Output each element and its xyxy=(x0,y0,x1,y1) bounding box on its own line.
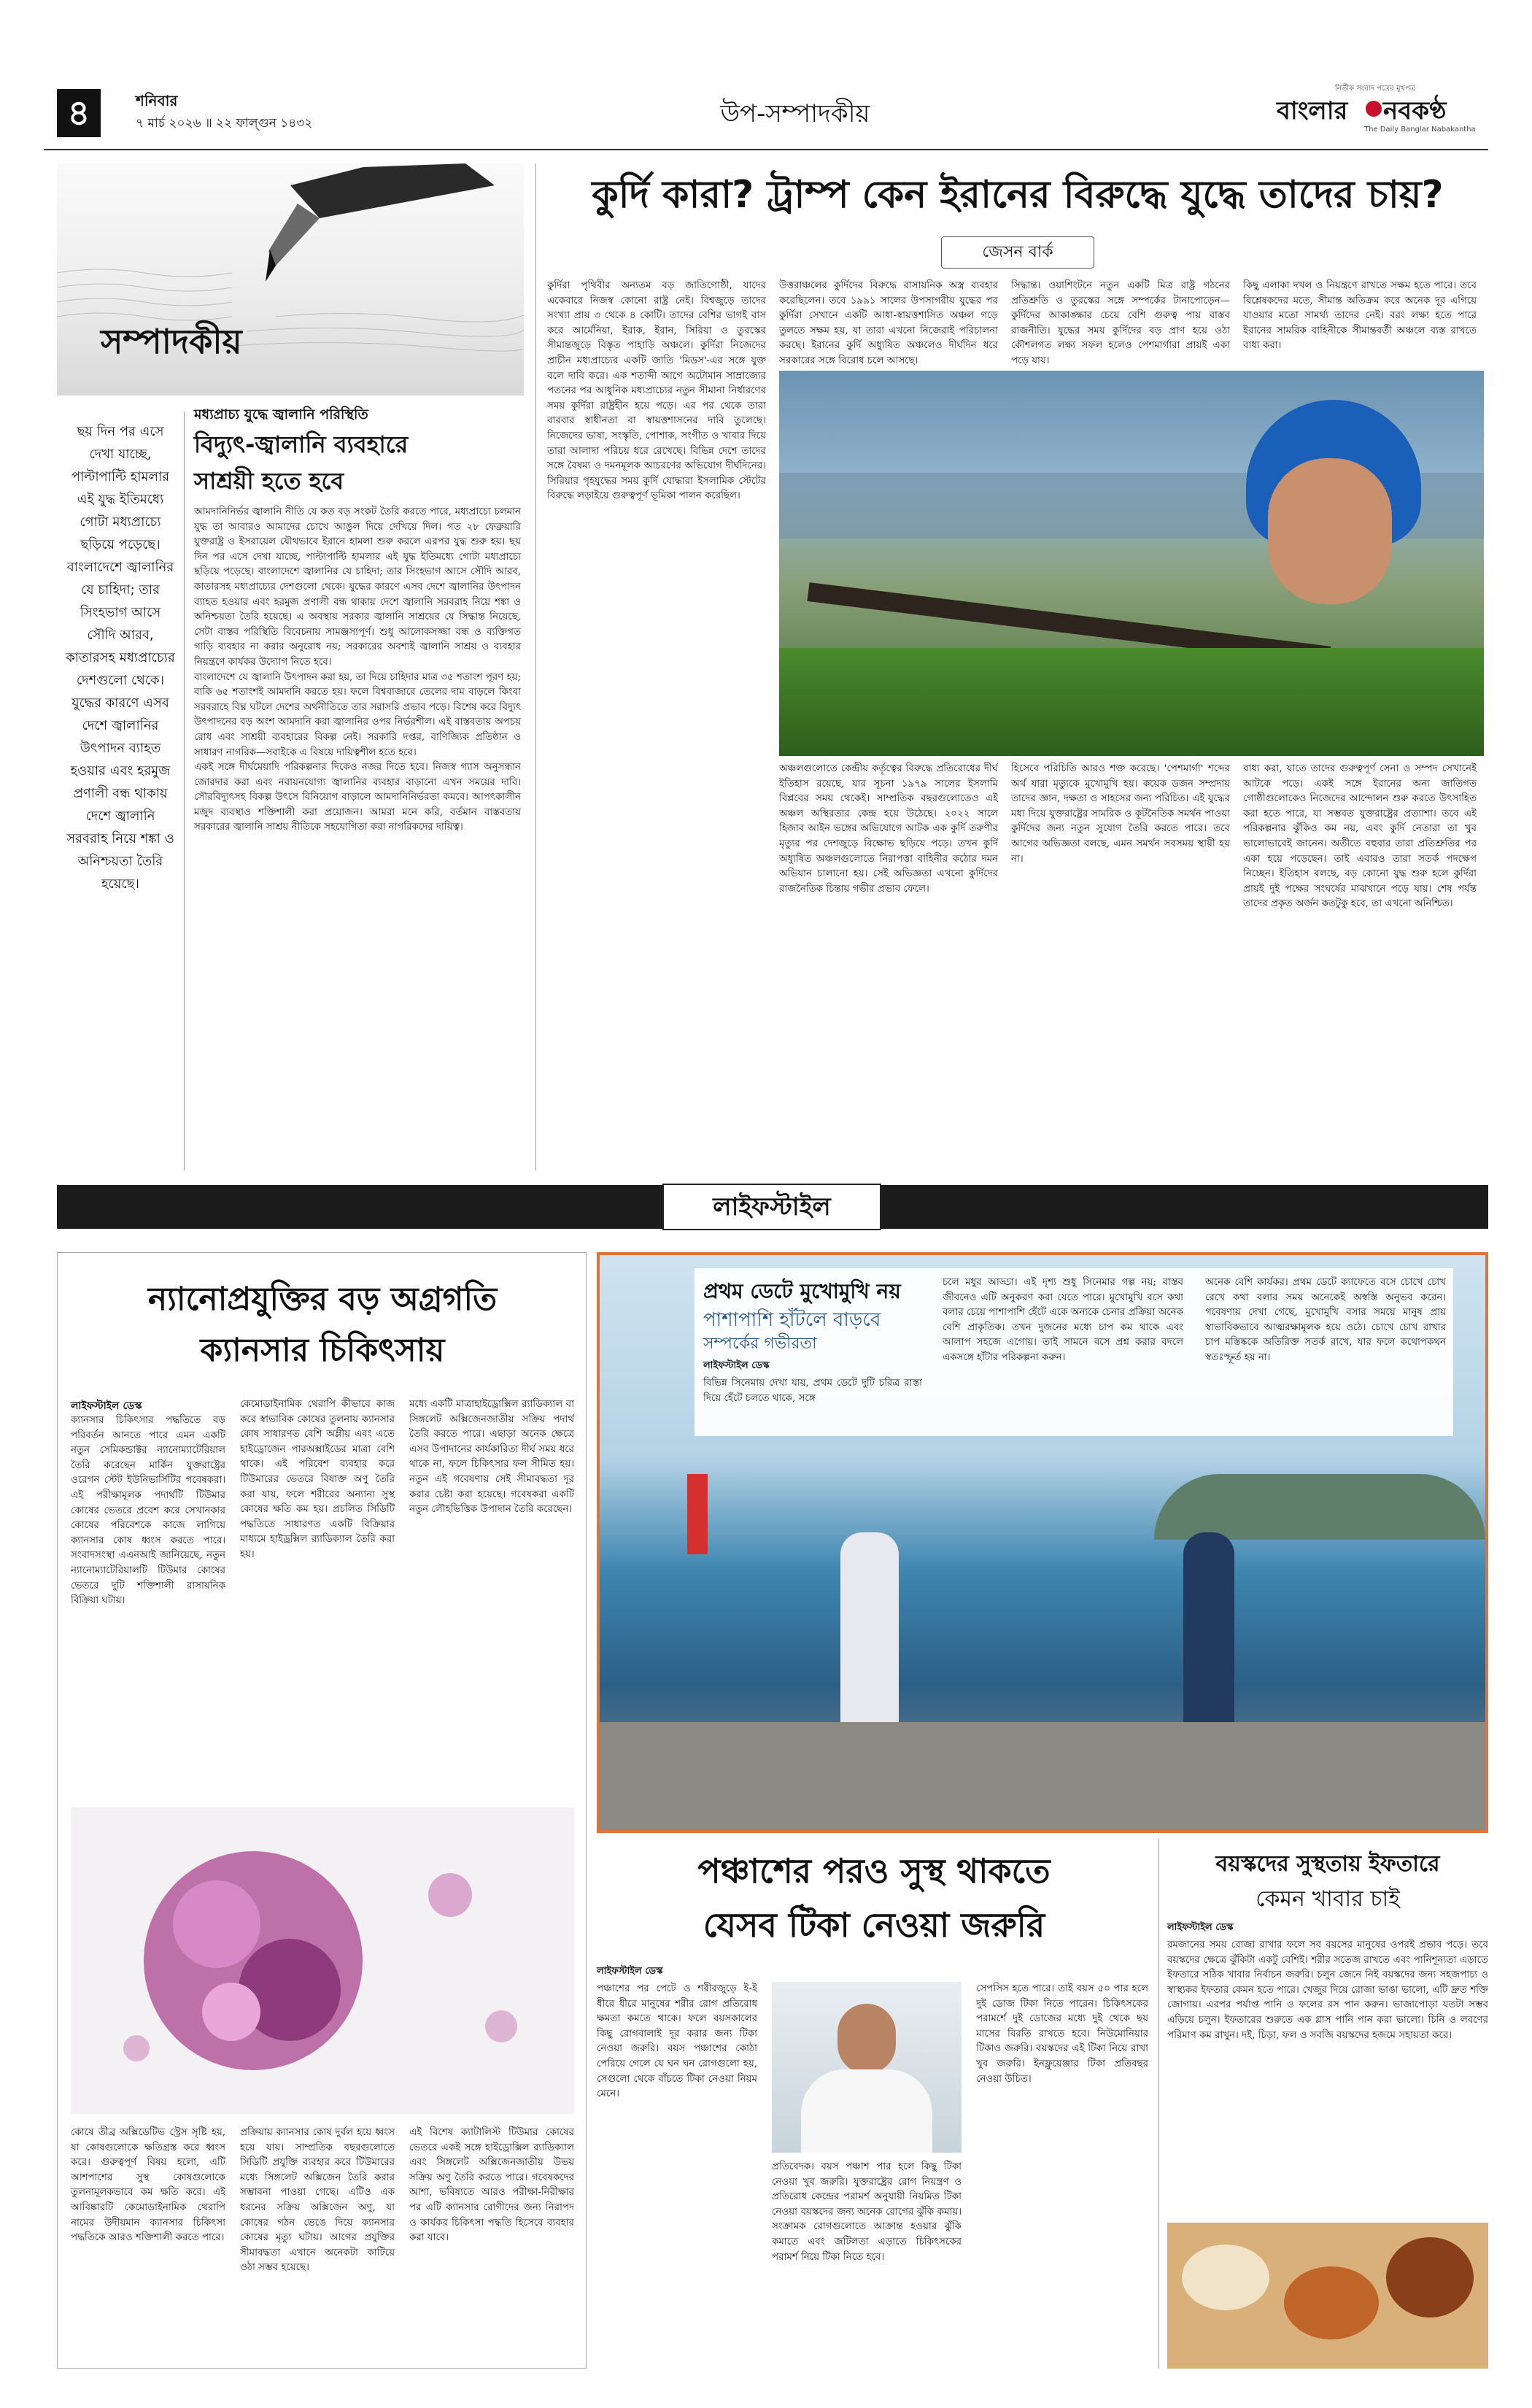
editorial-side-column: ছয় দিন পর এসে দেখা যাচ্ছে, পাল্টাপাল্টি হামলার এই যুদ্ধ ইতিমধ্যে গোটা মধ্যপ্রাচ্যে ছড়িয়ে পড়েছে। বাংলাদেশে জ্বালানির যে চাহিদা; তার সিংহভাগ আসে সৌদি আরব, কাতারসহ মধ্যপ্রাচ্যের দেশগুলো থেকে। যুদ্ধের কারণে এসব দেশে জ্বালানির উৎপাদন ব্যাহত হওয়ার এবং হরমুজ প্রণালী বন্ধ থাকায় দেশে জ্বালানি সরবরাহ নিয়ে শঙ্কা ও অনিশ্চয়তা তৈরি হয়েছে। xyxy=(66,424,175,892)
editorial-body xyxy=(194,505,521,1162)
cell-cluster-icon xyxy=(71,1807,574,2114)
editorial-para-3: একই সঙ্গে দীর্ঘমেয়াদি পরিকল্পনার দিকেও নজর দিতে হবে। নিজস্ব গ্যাস অনুসন্ধান জোরদার করা এবং নবায়নযোগ্য জ্বালানির ব্যবহার বাড়ানো এখন সময়ের দাবি। সৌরবিদ্যুৎসহ বিকল্প উৎসে বিনিয়োগ বাড়ালে আমদানিনির্ভরতা কমবে। আপৎকালীন মজুদ ব্যবস্থাও শক্তিশালী করা প্রয়োজন। আমরা মনে করি, বর্তমান বাস্তবতায় সরকারের জ্বালানি সাশ্রয় নীতিকে সহযোগিতা করা নাগরিকদের দায়িত্ব। xyxy=(194,762,521,833)
nano-col-6: এই বিশেষ ক্যাটালিস্ট টিউমার কোষের ভেতরে একই সঙ্গে হাইড্রোক্সিল র‍্যাডিক্যাল এবং সিঙ্গলেট অক্সিজেনজাতীয় উভয় সক্রিয় অণু তৈরি করতে পারে। গবেষকদের আশা, ভবিষ্যতে আরও পরীক্ষা-নিরীক্ষার পর এটি ক্যানসার রোগীদের জন্য নিরাপদ ও কার্যকর চিকিৎসা পদ্ধতি হিসেবে ব্যবহার করা যাবে। xyxy=(409,2127,574,2244)
nano-col-5: প্রক্রিয়ায় ক্যানসার কোষ দুর্বল হয়ে ধ্বংস হয়ে যায়। সাম্প্রতিক বছরগুলোতে সিডিটি প্রযুক্তি ব্যবহার করে টিউমারের মধ্যে সিঙ্গলেট অক্সিজেন তৈরি করার সম্ভাবনা পাওয়া গেছে। এটিও এক ধরনের সক্রিয় অক্সিজেন অণু, যা কোষের গঠন ভেঙে দিয়ে ক্যানসার কোষের মৃত্যু ঘটায়। আগের প্রযুক্তির সীমাবদ্ধতা এখানে অনেকটা কাটিয়ে ওঠা সম্ভব হয়েছে। xyxy=(240,2127,395,2274)
photo-face xyxy=(1268,458,1392,604)
issue-date: ৭ মার্চ ২০২৬ ॥ ২২ ফাল্গুন ১৪৩২ xyxy=(136,116,313,131)
iftar-desk: লাইফস্টাইল ডেস্ক xyxy=(1167,1922,1234,1933)
editorial-banner xyxy=(57,163,524,395)
iftar-article xyxy=(1167,1839,1488,2369)
page-header xyxy=(44,73,1488,153)
kurd-col-1: কুর্দিরা পৃথিবীর অন্যতম বড় জাতিগোষ্ঠী, যাদের একেবারে নিজস্ব কোনো রাষ্ট্র নেই। বিশ্বজুড়ে তাদের সংখ্যা প্রায় ৩ থেকে ৪ কোটি। তাদের বেশির ভাগই বাস করে আর্মেনিয়া, ইরাক, ইরান, সিরিয়া ও তুরস্কের সীমান্তজুড়ে বিস্তৃত পাহাড়ি অঞ্চলে। কুর্দিরা নিজেদের প্রাচীন মধ্যপ্রাচ্যের একটি জাতি 'মিডস'-এর সঙ্গে যুক্ত বলে দাবি করে। এক শতাব্দী আগে অটোমান সাম্রাজ্যের পতনের পর আধুনিক মধ্যপ্রাচ্যের নতুন সীমানা নির্ধারণের সময় কুর্দিরা রাষ্ট্রহীন হয়ে পড়ে। এর পর থেকে তারা বারবার স্বাধীনতা বা স্বায়ত্তশাসনের দাবি তুলেছে। নিজেদের ভাষা, সংস্কৃতি, পোশাক, সংগীত ও খাবার দিয়ে তারা আলাদা পরিচয় ধরে রেখেছে। বিভিন্ন দেশে তাদের সঙ্গে বৈষম্য ও দমনমূলক আচরণের অভিযোগ দীর্ঘদিনের। সিরিয়ার গৃহযুদ্ধের সময় কুর্দি যোদ্ধারা ইসলামিক স্টেটের বিরুদ্ধে লড়াইয়ে গুরুত্বপূর্ণ ভূমিকা পালন করেছিল। xyxy=(547,280,766,502)
kurd-feature xyxy=(547,163,1488,1170)
brand-right: নবকণ্ঠ xyxy=(1383,96,1447,126)
date-text-panel xyxy=(695,1268,1453,1436)
photo-grass xyxy=(779,648,1484,756)
vaccine-col-3: সেপসিস হতে পারে। তাই বয়স ৫০ পার হলে দুই ডোজ টিকা নিতে পারেন। চিকিৎসকের পরামর্শে দুই ডোজের মধ্যে দুই থেকে ছয় মাসের বিরতি রাখতে হবে। নিউমোনিয়ার টিকাও জরুরি। বয়স্কদের এই টিকা নিয়ে রাখা খুব জরুরি। ইনফ্লুয়েঞ্জার টিকা প্রতিবছর নেওয়া উচিত। xyxy=(976,1983,1148,2085)
photo-plate-3 xyxy=(1386,2237,1474,2318)
vaccine-col-1: পঞ্চাশের পর পেটে ও শরীরজুড়ে ই-ই ধীরে ধীরে মানুষের শরীর রোগ প্রতিরোধ ক্ষমতা কমতে থাকে। ফলে বয়সকালের কিছু রোগবালাই দূর করার জন্য টিকা নেওয়া জরুরি। বয়স পঞ্চাশের কোঠা পেরিয়ে গেলে যে ঘন ঘন রোগগুলো হয়, সেগুলো থেকে বাঁচতে টিকা নেওয়া নিয়ম মেনে। xyxy=(597,1983,757,2100)
kurd-col-7: হিসেবে পরিচিতি আরও শক্ত করেছে। 'পেশমার্গা' শব্দের অর্থ যারা মৃত্যুকে মুখোমুখি হয়। কয়েক ডজন সম্প্রদায় তাদের জ্ঞান, দক্ষতা ও সাহসের জন্য পরিচিত। এই যুদ্ধের মধ্য দিয়ে যুক্তরাষ্ট্রের সামরিক ও কূটনৈতিক সমর্থন পাওয়া কুর্দিদের জন্য নতুন সুযোগ তৈরি করতে পারে। তবে আগের অভিজ্ঞতা বলছে, এমন সমর্থন সবসময় স্থায়ী হয় না। xyxy=(1011,763,1230,865)
vaccine-article xyxy=(597,1839,1151,2369)
editorial-divider xyxy=(184,412,185,1170)
section-title: উপ-সম্পাদকীয় xyxy=(720,99,870,128)
lifestyle-banner xyxy=(57,1185,1488,1229)
vaccine-desk: লাইফস্টাইল ডেস্ক xyxy=(597,1966,663,1977)
kurd-fighter-photo xyxy=(779,371,1484,756)
kurd-col-5: বাধ্য করা, যাতে তাদের গুরুত্বপূর্ণ সেনা ও সম্পদ সেখানেই আটকে পড়ে। একই সঙ্গে ইরানের অন্য জাতিগত গোষ্ঠীগুলোকেও নিজেদের আন্দোলন শুরু করতে উৎসাহিত করা হতে পারে, যা সম্ভবত যুক্তরাষ্ট্রের প্রত্যাশা। তবে এই পরিকল্পনার ঝুঁকিও কম নয়, এবং কুর্দি নেতারা তা খুব ভালোভাবেই জানেন। অতীতে বহুবার তারা প্রতিশ্রুতির পর একা হয়ে পড়েছেন। তাই এবারও তারা সতর্ক পদক্ষেপ নিচ্ছেন। ইতিহাস বলছে, বড় কোনো যুদ্ধ শুরু হলে কুর্দিরা প্রায়ই দুই পক্ষের সংঘর্ষের মাঝখানে পড়ে যায়। শেষ পর্যন্ত তাদের প্রকৃত অর্জন কতটুকু হবে, তা এখনো অনিশ্চিত। xyxy=(1243,763,1477,910)
editorial-feature-divider xyxy=(535,163,536,1170)
nano-col-2: কেমোডাইনামিক থেরাপি কীভাবে কাজ করে স্বাভাবিক কোষের তুলনায় ক্যানসার কোষ সাধারণত বেশি অম্লীয় এবং এতে হাইড্রোজেন পারঅক্সাইডের মাত্রা বেশি থাকে। এই পরিবেশ ব্যবহার করে টিউমারের ভেতরে বিষাক্ত অণু তৈরি করা যায়, ফলে শরীরের অন্যান্য সুস্থ কোষের ক্ষতি কম হয়। প্রচলিত সিডিটি পদ্ধতিতে সাধারণত একটি বিক্রিয়ার মাধ্যমে হাইড্রক্সিল র‍্যাডিক্যাল তৈরি করা হয়। xyxy=(240,1399,395,1560)
brand-dot-icon xyxy=(1366,101,1382,117)
editorial-para-1: আমদানিনির্ভর জ্বালানি নীতি যে কত বড় সংকট তৈরি করতে পারে, মধ্যপ্রাচ্যে চলমান যুদ্ধ তা আবারও আমাদের চোখে আঙুল দিয়ে দেখিয়ে দিল। গত ২৮ ফেব্রুয়ারি যুক্তরাষ্ট্র ও ইসরায়েল যৌথভাবে ইরানে হামলা শুরু করলে এরপর যুদ্ধ শুরু হয়। ছয় দিন পর এসে দেখা যাচ্ছে, পাল্টাপাল্টি হামলার এই যুদ্ধ ইতিমধ্যে গোটা মধ্যপ্রাচ্যে ছড়িয়ে পড়েছে। বাংলাদেশে জ্বালানির যে চাহিদা; তার সিংহভাগ আসে সৌদি আরব, কাতারসহ মধ্যপ্রাচ্যের দেশগুলো থেকে। যুদ্ধের কারণে এসব দেশে জ্বালানির উৎপাদন ব্যাহত হওয়ার এবং হরমুজ প্রণালী বন্ধ থাকায় দেশে জ্বালানি সরবরাহ নিয়ে শঙ্কা ও অনিশ্চয়তা তৈরি হয়েছে। এ অবস্থায় সরকার জ্বালানি সাশ্রয়ের যে সিদ্ধান্ত নিয়েছে, সেটা বাস্তব পরিস্থিতি বিবেচনায় সামঞ্জস্যপূর্ণ। শুধু আলোকসজ্জা বন্ধ ও ব্যক্তিগত গাড়ি ব্যবহার না করার অনুরোধ নয়; সরকারের অবশ্যই জ্বালানি সাশ্রয় ও ব্যবহার নিয়ন্ত্রণে কার্যকর উদ্যোগ নিতে হবে। xyxy=(194,506,521,668)
vaccine-headline-2: যেসব টিকা নেওয়া জরুরি xyxy=(703,1905,1045,1945)
kurd-headline: কুর্দি কারা? ট্রাম্প কেন ইরানের বিরুদ্ধে যুদ্ধে তাদের চায়? xyxy=(592,173,1444,217)
date-col-1: চলে মধুর আড্ডা। এই দৃশ্য শুধু সিনেমার গল্প নয়; বাস্তব জীবনেও এটি অনুকরণ করা যেতে পারে। মুখোমুখি বসে কথা বলার চেয়ে পাশাপাশি হেঁটে একে অন্যকে চেনার প্রক্রিয়া অনেক বেশি প্রাকৃতিক। তখন দুজনের মধ্যে চাপ কম থাকে এবং আলাপ সহজে এগোয়। তাই সামনে বসে প্রশ্ন করার বদলে একসঙ্গে হাঁটার পরিকল্পনা করুন। xyxy=(943,1277,1183,1363)
photo-doctor-coat xyxy=(801,2069,932,2153)
editorial-label: সম্পাদকীয় xyxy=(101,322,242,361)
photo-plate-1 xyxy=(1182,2245,1269,2310)
date-desk: লাইফস্টাইল ডেস্ক xyxy=(703,1360,770,1371)
iftar-headline-1: বয়স্কদের সুস্থতায় ইফতারে xyxy=(1215,1851,1440,1877)
brand-sub: The Daily Banglar Nabakantha xyxy=(1364,126,1476,134)
kurd-col-4: কিছু এলাকা দখল ও নিয়ন্ত্রণে রাখতে সক্ষম হতে পারে। তবে বিশ্লেষকদের মতে, সীমান্ত অতিক্রম করে অনেক দূর এগিয়ে যাওয়ার মতো সামর্থ্য তাদের নেই। বরং লক্ষ্য হতে পারে ইরানের সামরিক বাহিনীকে সীমান্তবর্তী অঞ্চলে ব্যস্ত রাখতে বাধ্য করা। xyxy=(1243,280,1477,352)
kurd-byline: জেসন বার্ক xyxy=(941,236,1094,269)
page-number: ৪ xyxy=(57,89,101,137)
photo-pier xyxy=(600,1722,1485,1830)
nano-col-1: ক্যানসার চিকিৎসার পদ্ধতিতে বড় পরিবর্তন আনতে পারে এমন একটি নতুন সেমিকন্ডাক্টর ন্যানোম্যাটেরিয়াল তৈরি করেছেন মার্কিন যুক্তরাষ্ট্রের ওরেগন স্টেট ইউনিভার্সিটির গবেষকরা। এই পরীক্ষামূলক পদার্থটি টিউমার কোষের ভেতরে প্রবেশ করে সেখানকার কোষের পরিবেশকে কাজে লাগিয়ে ক্যানসার কোষ ধ্বংস করতে পারে। সংবাদসংস্থা এএনআই জানিয়েছে, নতুন ন্যানোম্যাটেরিয়ালটি টিউমার কোষের ভেতরে দুটি শক্তিশালী রাসায়নিক বিক্রিয়া ঘটায়। xyxy=(71,1415,225,1607)
header-rule xyxy=(44,149,1488,150)
vaccine-iftar-divider xyxy=(1158,1839,1159,2369)
kurd-col-3: সিদ্ধান্ত। ওয়াশিংটনে নতুন একটি মিত্র রাষ্ট্র গঠনের প্রতিশ্রুতি ও তুরস্কের সঙ্গে সম্পর্কের টানাপোড়েন—কুর্দিদের আকাঙ্ক্ষার চেয়ে বেশি গুরুত্ব পায় বাস্তব রাজনীতি। যুদ্ধের সময় কুর্দিদের বড় প্রাণ হয়ে ওঠা কৌশলগত লক্ষ্য সফল হলেও পেশমার্গারা প্রায়ই একা পড়ে যায়। xyxy=(1011,280,1230,366)
iftar-food-photo xyxy=(1167,2223,1488,2369)
photo-lighthouse xyxy=(687,1474,708,1554)
issue-day: শনিবার xyxy=(136,92,178,109)
iftar-headline-2: কেমন খাবার চাই xyxy=(1256,1886,1400,1912)
editorial-headline-1: বিদ্যুৎ-জ্বালানি ব্যবহারে xyxy=(194,431,409,458)
brand-tagline: নির্ভীক সংবাদ পত্রের মুখপত্র xyxy=(1335,85,1416,93)
editorial-para-2: বাংলাদেশে যে জ্বালানি উৎপাদন করা হয়, তা দিয়ে চাহিদার মাত্র ৩৫ শতাংশ পূরণ হয়; বাকি ৬৫ শতাংশই আমদানি করতে হয়। ফলে বিশ্ববাজারে তেলের দাম বাড়লে কিংবা সরবরাহে বিঘ্ন ঘটলে দেশের অর্থনীতিতে তার সরাসরি প্রভাব পড়ে। বিশেষ করে বিদ্যুৎ উৎপাদনের বড় অংশ আমদানি করা জ্বালানির ওপর নির্ভরশীল। এই বাস্তবতায় অপচয় রোধ এবং সাশ্রয়ী ব্যবহারের বিকল্প নেই। সরকারি দপ্তর, বাণিজ্যিক প্রতিষ্ঠান ও সাধারণ নাগরিক—সবাইকে এ বিষয়ে দায়িত্বশীল হতে হবে। xyxy=(194,671,521,758)
kurd-col-2: উত্তরাঞ্চলের কুর্দিদের বিরুদ্ধে রাসায়নিক অস্ত্র ব্যবহার করেছিলেন। তবে ১৯৯১ সালের উপসাগরীয় যুদ্ধের পর কুর্দিরা সেখানে একটি আধা-স্বায়ত্তশাসিত অঞ্চল গড়ে তুলতে সক্ষম হয়, যা তারা এখনো নিজেরাই পরিচালনা করছে। ইরানের কুর্দি অধ্যুষিত অঞ্চলেও দীর্ঘদিন ধরে সরকারের সঙ্গে বিরোধ চলে আসছে। xyxy=(779,280,998,366)
nano-article xyxy=(57,1252,587,2369)
nano-desk: লাইফস্টাইল ডেস্ক xyxy=(71,1400,142,1412)
date-article xyxy=(597,1252,1488,1833)
date-intro: বিভিন্ন সিনেমায় দেখা যায়, প্রথম ডেটে দুটি চরিত্র রাস্তা দিয়ে হেঁটে চলতে থাকে, সঙ্গে xyxy=(703,1378,922,1404)
vaccine-col-2: প্রতিবেদক। বয়স পঞ্চাশ পার হলে কিছু টিকা নেওয়া খুব জরুরি। যুক্তরাষ্ট্রের রোগ নিয়ন্ত্রণ ও প্রতিরোধ কেন্দ্রের পরামর্শ অনুযায়ী নিয়মিত টিকা নেওয়া বয়স্কদের জন্য অনেক রোগের ঝুঁকি কমায়। সংক্রামক রোগগুলোতে আক্রান্ত হওয়ার ঝুঁকি কমাতে এবং জটিলতা এড়াতে চিকিৎসকের পরামর্শ নিয়ে টিকা নিতে হবে। xyxy=(772,2161,962,2263)
date-headline: প্রথম ডেটে মুখোমুখি নয় xyxy=(703,1279,901,1303)
photo-plate-2 xyxy=(1284,2266,1379,2339)
masthead-brand[interactable] xyxy=(1277,83,1488,142)
date-col-2: অনেক বেশি কার্যকর। প্রথম ডেটে ক্যাফেতে বসে চোখে চোখ রেখে কথা বলার সময় অনেকেই অস্বস্তি অনুভব করেন। গবেষণায় দেখা গেছে, মুখোমুখি বসার সময়ে মানুষ প্রায় স্বাভাবিকভাবে আত্মরক্ষামূলক হয়ে ওঠে। চোখে চোখ রাখার চাপ মস্তিষ্ককে অতিরিক্ত সতর্ক রাখে, যার ফলে কথোপকথন স্বতঃস্ফূর্ত হয় না। xyxy=(1205,1277,1446,1363)
nano-headline-1: ন্যানোপ্রযুক্তির বড় অগ্রগতি xyxy=(147,1281,498,1318)
nano-col-4: কোষে তীব্র অক্সিডেটিভ স্ট্রেস সৃষ্টি হয়, যা কোষগুলোকে ক্ষতিগ্রস্ত করে ধ্বংস করে। গুরুত্বপূর্ণ বিষয় হলো, এটি আশপাশের সুস্থ কোষগুলোকে তুলনামূলকভাবে কম ক্ষতি করে। এই আবিষ্কারটি কেমোডাইনামিক থেরাপি নামের উদীয়মান ক্যানসার চিকিৎসা পদ্ধতিকে আরও শক্তিশালী করতে পারে। xyxy=(71,2127,225,2244)
nano-headline-2: ক্যানসার চিকিৎসায় xyxy=(200,1332,445,1369)
kurd-col-6: অঞ্চলগুলোতে কেন্দ্রীয় কর্তৃত্বের বিরুদ্ধে প্রতিরোধের দীর্ঘ ইতিহাস রয়েছে, যার সূচনা ১৯৭৯ সালের ইসলামি বিপ্লবের সময় থেকেই। সাম্প্রতিক বছরগুলোতেও এই অঞ্চল অস্থিরতার কেন্দ্র হয়ে উঠেছে। ২০২২ সালে হিজাব আইন ভঙ্গের অভিযোগে আটক এক কুর্দি তরুণীর মৃত্যুর পর দেশজুড়ে বিক্ষোভ ছড়িয়ে পড়ে। তখন কুর্দি অধ্যুষিত অঞ্চলগুলোতে নিরাপত্তা বাহিনীর কঠোর দমন অভিযান চালানো হয়। সেই অভিজ্ঞতা এখনো কুর্দিদের রাজনৈতিক চিন্তায় গভীর প্রভাব ফেলে। xyxy=(779,763,998,895)
nano-col-3: মধ্যে একটি মাত্রাহাইড্রোক্সিল র‍্যাডিক্যাল বা সিঙ্গলেট অক্সিজেনজাতীয় সক্রিয় পদার্থ তৈরি করতে পারে। এছাড়া অনেক ক্ষেত্রে এসব উপাদানের কার্যকারিতা দীর্ঘ সময় ধরে থাকে না, ফলে চিকিৎসার ফল সীমিত হয়। নতুন এই গবেষণায় সেই সীমাবদ্ধতা দূর করার চেষ্টা করা হয়েছে। গবেষকরা একটি নতুন লৌহভিত্তিক উপাদান তৈরি করেছেন। xyxy=(409,1399,574,1516)
date-headline-3: সম্পর্কের গভীরতা xyxy=(703,1335,817,1353)
doctor-photo xyxy=(772,1982,962,2153)
editorial-section xyxy=(57,163,524,1170)
editorial-kicker: মধ্যপ্রাচ্য যুদ্ধে জ্বালানি পরিস্থিতি xyxy=(194,406,368,422)
photo-doctor-head xyxy=(837,2004,896,2074)
photo-island xyxy=(1154,1474,1485,1540)
date-headline-2: পাশাপাশি হাঁটলে বাড়বে xyxy=(703,1309,881,1331)
brand-left: বাংলার xyxy=(1277,96,1348,126)
cancer-cell-illustration xyxy=(71,1807,574,2114)
lifestyle-label: লাইফস্টাইল xyxy=(662,1184,881,1230)
iftar-body: রমজানের সময় রোজা রাখার ফলে সব বয়সের মানুষের ওপরই প্রভাব পড়ে। তবে বয়স্কদের ক্ষেত্রে ঝুঁকিটা একটু বেশিই। শরীর সতেজ রাখতে এবং পানিশূন্যতা এড়াতে ইফতারে সঠিক খাবার নির্বাচন জরুরি। চলুন জেনে নিই বয়স্কদের জন্য সহজপাচ্য ও স্বাস্থ্যকর ইফতার কেমন হতে পারে। খেজুর দিয়ে রোজা ভাঙা ভালো, এটি দ্রুত শক্তি জোগায়। এরপর পর্যাপ্ত পানি ও ফলের রস পান করুন। ভাজাপোড়া যতটা সম্ভব এড়িয়ে চলুন। ইফতারের শুরুতে এক গ্লাস পানি পান করা ভালো। চিনি ও লবণের পরিমাণ কম রাখুন। দই, চিড়া, ফল ও সবজি বয়স্কদের হজমে সহায়তা করে। xyxy=(1167,1940,1488,2041)
editorial-headline-2: সাশ্রয়ী হতে হবে xyxy=(194,467,344,495)
vaccine-headline-1: পঞ্চাশের পরও সুস্থ থাকতে xyxy=(697,1851,1051,1891)
